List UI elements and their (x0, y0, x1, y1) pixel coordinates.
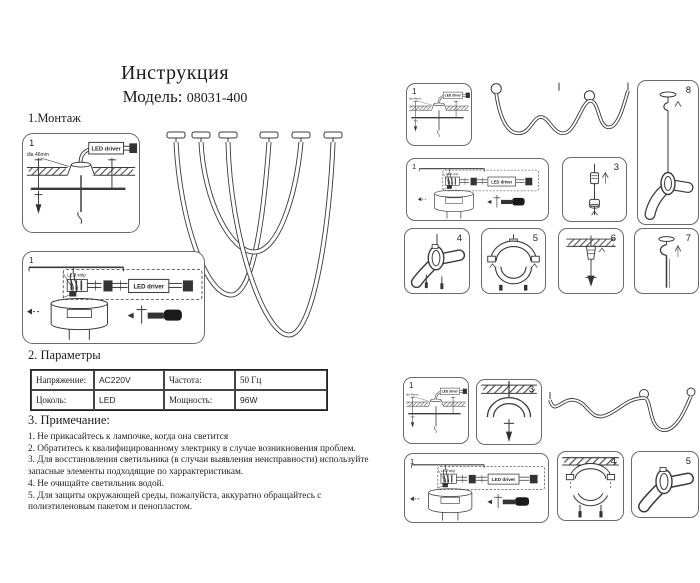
note-item: 2. Обратитесь к квалифицированному электрику в случае возникновения проблем. (28, 443, 356, 454)
mount-diagram (23, 134, 139, 232)
note-item: 4. Не очищайте светильник водой. (28, 478, 164, 489)
model-value: 08031-400 (186, 91, 248, 106)
step-number: 4 (456, 233, 462, 244)
step-number: 3 (613, 162, 619, 173)
step-box-mount-rt (406, 83, 472, 146)
model-line (60, 87, 310, 107)
led-strip-wiring-diagram (23, 252, 204, 343)
step-box-mount-rb (403, 377, 469, 444)
param-value: 50 Гц (235, 370, 327, 390)
step-box-ring-clamp-2 (631, 451, 699, 518)
param-value: AC220V (94, 370, 164, 390)
step-box-cord-tube (637, 80, 699, 225)
note-item: 3. Для восстановления светильника (в случаи выявления неисправности) используйте запасные элементы подходящие по харрактеристикам. (28, 455, 369, 478)
notes-heading: 3. Примечание: (28, 413, 110, 427)
step-box-arch-clamp (476, 379, 542, 445)
note-item: 5. Для защиты окружающей среды, пожалуйста, аккуратно обращайтесь с полиэтиленовым пакетом и пенопластом. (28, 490, 322, 513)
led-strip-wiring-diagram (405, 454, 548, 522)
param-value: 96W (235, 390, 327, 410)
montage-heading: 1.Монтаж (28, 111, 81, 125)
step-box-strip-rt (406, 158, 549, 221)
step-number: 3 (528, 384, 534, 395)
note-item: 1. Не прикасайтесь к лампочке, когда она светится (28, 432, 229, 442)
wavy-cord-drawing-bottom (544, 386, 696, 438)
mount-diagram (404, 378, 468, 443)
param-value: LED (94, 390, 164, 410)
step-box-strip-rb (404, 453, 549, 523)
step-number: 5 (685, 456, 691, 467)
step-number: 1 (412, 87, 417, 96)
step-box-cring-ceiling (557, 451, 624, 521)
step-number: 1 (409, 381, 414, 390)
wavy-cord-drawing-top (480, 80, 632, 142)
params-heading: 2. Параметры (28, 348, 101, 362)
step-number: 6 (610, 233, 616, 244)
param-label: Напряжение: (31, 370, 94, 390)
page-title: Инструкция (120, 62, 230, 84)
step-number: 1 (410, 457, 415, 466)
led-strip-wiring-diagram (407, 159, 548, 220)
parameters-table (30, 369, 328, 411)
step-box-adjuster (562, 157, 627, 222)
step-number: 1 (29, 138, 35, 149)
param-label: Частота: (164, 370, 235, 390)
param-label: Цоколь: (31, 390, 94, 410)
step-number: 1 (412, 162, 417, 171)
step-number: 1 (29, 256, 34, 265)
cord-and-ring-diagram (638, 81, 698, 224)
step-box-hook (634, 228, 699, 294)
step-number: 4 (610, 456, 616, 467)
mount-diagram (407, 84, 471, 145)
param-label: Мощность: (164, 390, 235, 410)
step-number: 8 (685, 85, 691, 96)
step-box-anchor (558, 228, 624, 294)
notes-list (28, 432, 380, 514)
model-label: Модель: (122, 87, 183, 106)
step-box-c-halves (481, 228, 546, 294)
step-number: 5 (532, 233, 538, 244)
step-box-ring-clamp (404, 228, 470, 294)
step-box-mount-left (22, 133, 140, 233)
step-number: 7 (685, 233, 691, 244)
step-box-strip-left (22, 251, 205, 344)
